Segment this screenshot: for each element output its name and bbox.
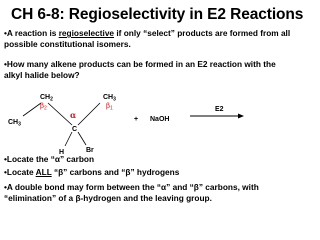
- ch2-label: $CH_2$: [40, 94, 53, 103]
- hydrogen-label: H: [59, 149, 65, 156]
- double-bond-explanation: •A double bond may form between the “α” and “β” carbons, with “elimination” of a β-hydrogen and the leaving group.: [4, 182, 259, 203]
- beta2-label: $\beta_2$: [40, 102, 47, 112]
- locate-beta-carbons: [4, 167, 296, 178]
- condition-label: E2: [215, 106, 224, 113]
- definition-text-before: •A reaction is: [4, 28, 59, 38]
- plus-sign: +: [134, 116, 139, 123]
- bond-c-ch3: [78, 103, 100, 125]
- reagent-label: NaOH: [150, 116, 170, 123]
- slide-title: CH 6-8: Regioselectivity in E2 Reactions: [11, 6, 304, 23]
- alpha-carbon-label: C: [72, 126, 78, 133]
- molecule-bonds: [23, 103, 100, 146]
- definition-text-after: if only “select” products are formed from all possible constitutional isomers.: [4, 28, 291, 49]
- reaction-arrow: [190, 114, 244, 119]
- bond-c-br: [78, 132, 86, 145]
- locate-text-after: “β” carbons and “β” hydrogens: [51, 167, 180, 177]
- bond-ch3-ch2: [23, 103, 41, 116]
- beta1-label: $\beta_1$: [106, 102, 113, 112]
- ch3-left-label: $CH_3$: [8, 119, 21, 128]
- regioselective-term: regioselective: [58, 28, 115, 38]
- locate-text-before: •Locate: [4, 167, 36, 177]
- bond-ch2-c: [48, 103, 72, 125]
- alpha-label: α: [70, 110, 77, 120]
- locate-alpha-carbon: •Locate the “α” carbon: [4, 154, 95, 164]
- bond-c-h: [65, 132, 72, 146]
- alkene-products-question: •How many alkene products can be formed in an E2 reaction with the alkyl halide below?: [4, 59, 276, 80]
- bromine-label: Br: [86, 147, 94, 154]
- ch3-right-label: $CH_3$: [103, 94, 116, 103]
- all-term: ALL: [35, 167, 52, 177]
